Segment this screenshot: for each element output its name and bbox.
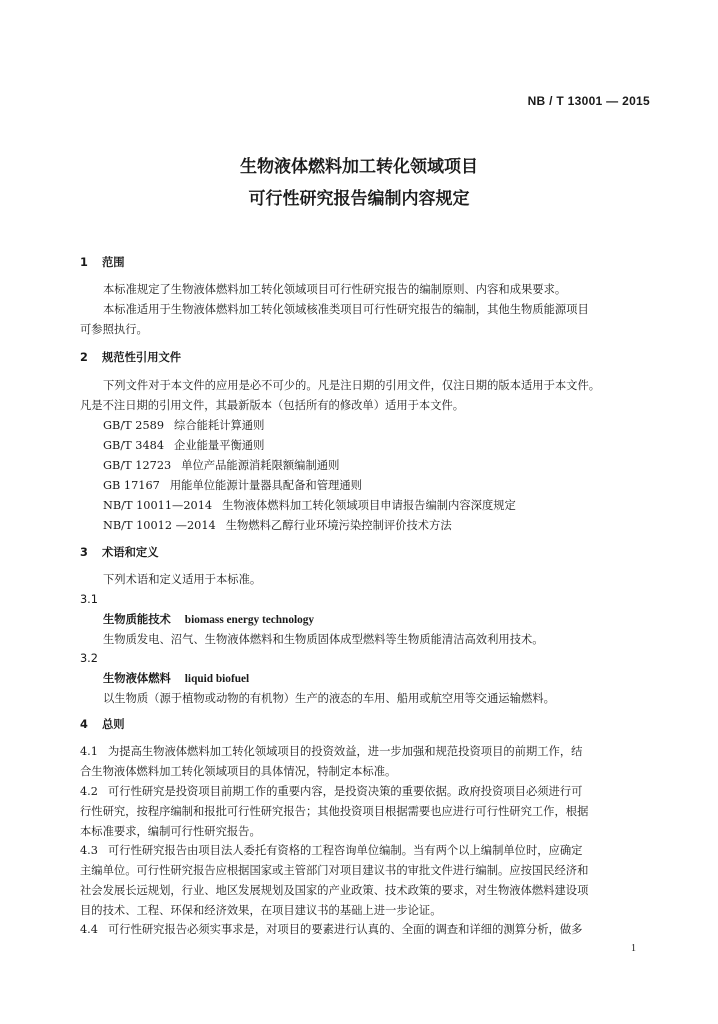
- clause-4-2-line-3: 本标准要求，编制可行性研究报告。: [80, 825, 261, 838]
- section-4-title: 总则: [102, 718, 125, 731]
- section-1-paragraph-2-line-1: 本标准适用于生物液体燃料加工转化领域核准类项目可行性研究报告的编制，其他生物质能源项目: [103, 303, 589, 316]
- clause-text: 可行性研究报告由项目法人委托有资格的工程咨询单位编制。当有两个以上编制单位时，应确定: [107, 844, 583, 857]
- reference-code: GB 17167: [103, 479, 160, 492]
- document-title-line-1: 生物液体燃料加工转化领域项目: [240, 157, 478, 177]
- term-number: 3.1: [80, 593, 98, 606]
- reference-code: GB/T 2589: [103, 419, 165, 432]
- reference-item: [103, 439, 264, 453]
- term-definition: 以生物质（源于植物或动物的有机物）生产的液态的车用、船用或航空用等交通运输燃料。: [103, 692, 555, 705]
- section-4-number: 4: [80, 718, 88, 731]
- section-2-heading: [80, 351, 181, 365]
- clause-4-2-line-2: 行性研究，按程序编制和报批可行性研究报告；其他投资项目根据需要也应进行可行性研究工作，根据: [80, 805, 589, 818]
- section-1-paragraph-2-line-2: 可参照执行。: [80, 323, 148, 336]
- clause-text: 为提高生物液体燃料加工转化领域项目的投资效益，进一步加强和规范投资项目的前期工作，结: [107, 745, 583, 758]
- section-3-title: 术语和定义: [102, 546, 159, 559]
- standard-code: NB / T 13001 — 2015: [527, 94, 650, 108]
- term-chinese: 生物质能技术: [103, 613, 171, 626]
- clause-4-1-line-2: 合生物液体燃料加工转化领域项目的具体情况，特制定本标准。: [80, 765, 397, 778]
- clause-4-3-line-1: [80, 844, 582, 858]
- section-2-title: 规范性引用文件: [102, 351, 182, 364]
- reference-item: [103, 519, 452, 533]
- clause-4-3-line-4: 目的技术、工程、环保和经济效果，在项目建议书的基础上进一步论证。: [80, 904, 442, 917]
- reference-code: GB/T 3484: [103, 439, 165, 452]
- clause-number: 4.2: [80, 785, 98, 798]
- section-3-number: 3: [80, 546, 88, 559]
- section-2-number: 2: [80, 351, 88, 364]
- reference-code: NB/T 10011—2014: [103, 499, 213, 512]
- reference-item: [103, 479, 362, 493]
- clause-text: 可行性研究是投资项目前期工作的重要内容，是投资决策的重要依据。政府投资项目必须进行可: [107, 785, 583, 798]
- term-definition: 生物质发电、沼气、生物液体燃料和生物质固体成型燃料等生物质能清洁高效利用技术。: [103, 633, 544, 646]
- clause-4-4-line-1: [80, 923, 582, 937]
- section-4-heading: [80, 718, 125, 732]
- section-1-heading: [80, 256, 125, 270]
- reference-item: [103, 419, 264, 433]
- clause-number: 4.1: [80, 745, 98, 758]
- reference-item: [103, 499, 516, 513]
- reference-title: 综合能耗计算通则: [174, 419, 265, 432]
- clause-4-3-line-2: 主编单位。可行性研究报告应根据国家或主管部门对项目建议书的审批文件进行编制。应按国民经济和: [80, 864, 589, 877]
- reference-title: 生物燃料乙醇行业环境污染控制评价技术方法: [225, 519, 452, 532]
- term-heading: [103, 672, 249, 686]
- reference-title: 单位产品能源消耗限额编制通则: [181, 459, 340, 472]
- section-3-intro: 下列术语和定义适用于本标准。: [103, 573, 262, 586]
- reference-code: NB/T 10012 —2014: [103, 519, 216, 532]
- clause-number: 4.3: [80, 844, 98, 857]
- term-number: 3.2: [80, 652, 98, 665]
- reference-title: 企业能量平衡通则: [174, 439, 265, 452]
- page-number: 1: [631, 943, 636, 954]
- reference-code: GB/T 12723: [103, 459, 172, 472]
- clause-number: 4.4: [80, 923, 98, 936]
- clause-text: 可行性研究报告必须实事求是，对项目的要素进行认真的、全面的调查和详细的测算分析，做多: [107, 923, 583, 936]
- document-title-line-2: 可行性研究报告编制内容规定: [248, 189, 470, 209]
- term-chinese: 生物液体燃料: [103, 672, 171, 685]
- section-2-paragraph-line-1: 下列文件对于本文件的应用是必不可少的。凡是注日期的引用文件，仅注日期的版本适用于本文件。: [103, 379, 601, 392]
- section-1-number: 1: [80, 256, 88, 269]
- reference-title: 生物液体燃料加工转化领域项目申请报告编制内容深度规定: [222, 499, 516, 512]
- section-3-heading: [80, 546, 159, 560]
- section-1-title: 范围: [102, 256, 125, 269]
- reference-title: 用能单位能源计量器具配备和管理通则: [169, 479, 362, 492]
- section-2-paragraph-line-2: 凡是不注日期的引用文件，其最新版本（包括所有的修改单）适用于本文件。: [80, 399, 465, 412]
- clause-4-1-line-1: [80, 745, 582, 759]
- section-1-paragraph-1: 本标准规定了生物液体燃料加工转化领域项目可行性研究报告的编制原则、内容和成果要求。: [103, 283, 567, 296]
- term-english: biomass energy technology: [184, 614, 315, 626]
- term-english: liquid biofuel: [184, 673, 250, 685]
- reference-item: [103, 459, 339, 473]
- clause-4-2-line-1: [80, 785, 582, 799]
- term-heading: [103, 613, 314, 627]
- clause-4-3-line-3: 社会发展长远规划，行业、地区发展规划及国家的产业政策、技术政策的要求，对生物液体燃料建设项: [80, 884, 589, 897]
